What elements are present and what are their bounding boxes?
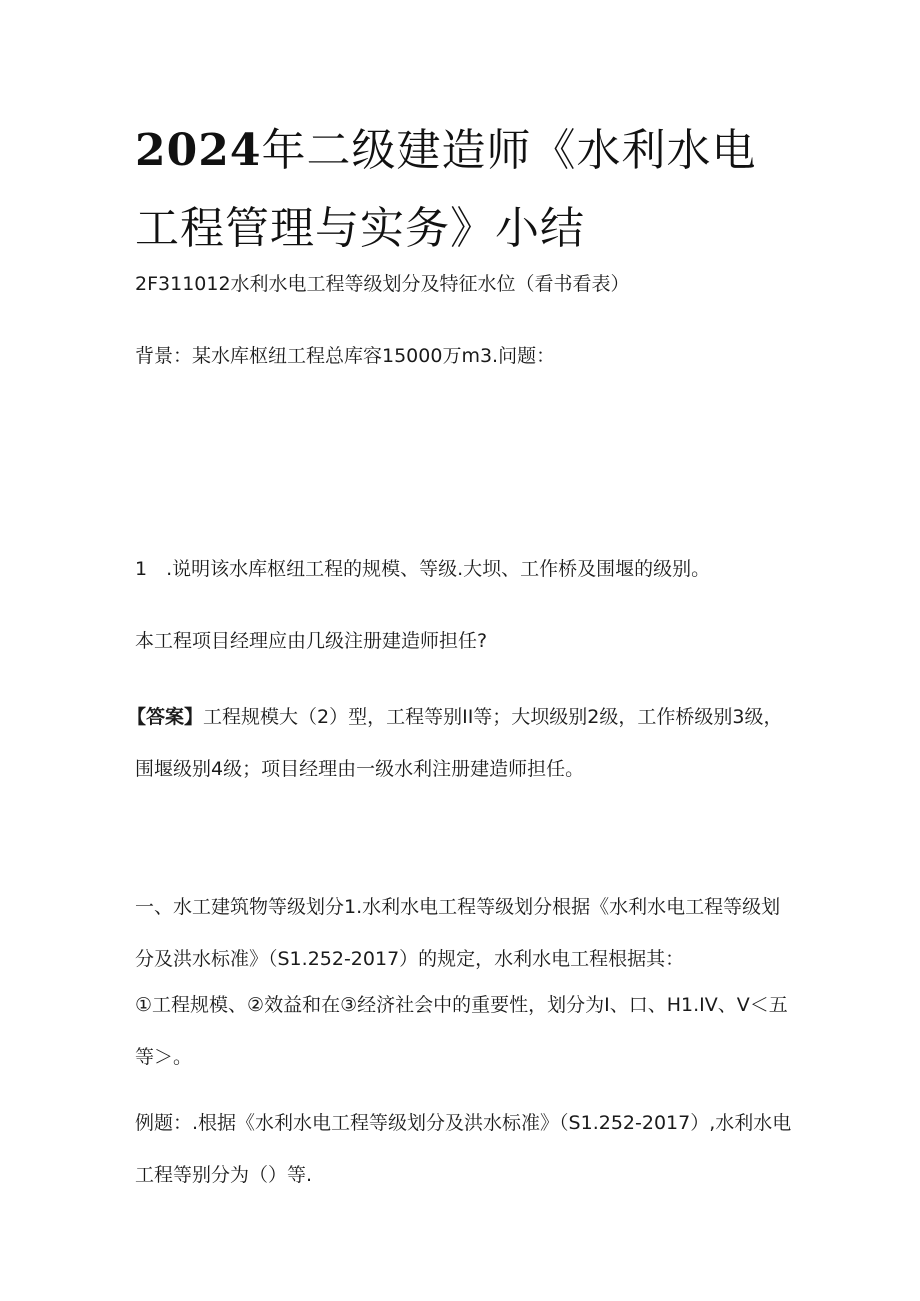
question-2: 本工程项目经理应由几级注册建造师担任? <box>135 630 488 652</box>
example-question: 例题：.根据《水利水电工程等级划分及洪水标准》（S1.252-2017）,水利水电工程等别分为（）等. <box>135 1112 792 1186</box>
question-1: 1 .说明该水库枢纽工程的规模、等级.大坝、工作桥及围堰的级别。 <box>135 558 711 580</box>
section-code-line: 2F311012水利水电工程等级划分及特征水位（看书看表） <box>135 273 630 295</box>
document-title <box>135 112 795 268</box>
title-text: 年二级建造师《水利水电工程管理与实务》小结 <box>135 125 757 254</box>
answer-text: 工程规模大（2）型，工程等别II等；大坝级别2级，工作桥级别3级，围堰级别4级；项目经理由一级水利注册建造师担任。 <box>135 706 783 780</box>
title-year: 2024 <box>135 125 262 176</box>
section-one-continuation: ①工程规模、②效益和在③经济社会中的重要性，划分为I、口、H1.IV、V＜五等＞。 <box>135 994 788 1068</box>
answer-label: 【答案】 <box>127 706 204 728</box>
background-line: 背景：某水库枢纽工程总库容15000万m3.问题： <box>135 345 556 367</box>
answer-paragraph <box>127 691 795 795</box>
section-one-paragraph: 一、水工建筑物等级划分1.水利水电工程等级划分根据《水利水电工程等级划分及洪水标准》（S1.252-2017）的规定，水利水电工程根据其： <box>135 896 781 970</box>
